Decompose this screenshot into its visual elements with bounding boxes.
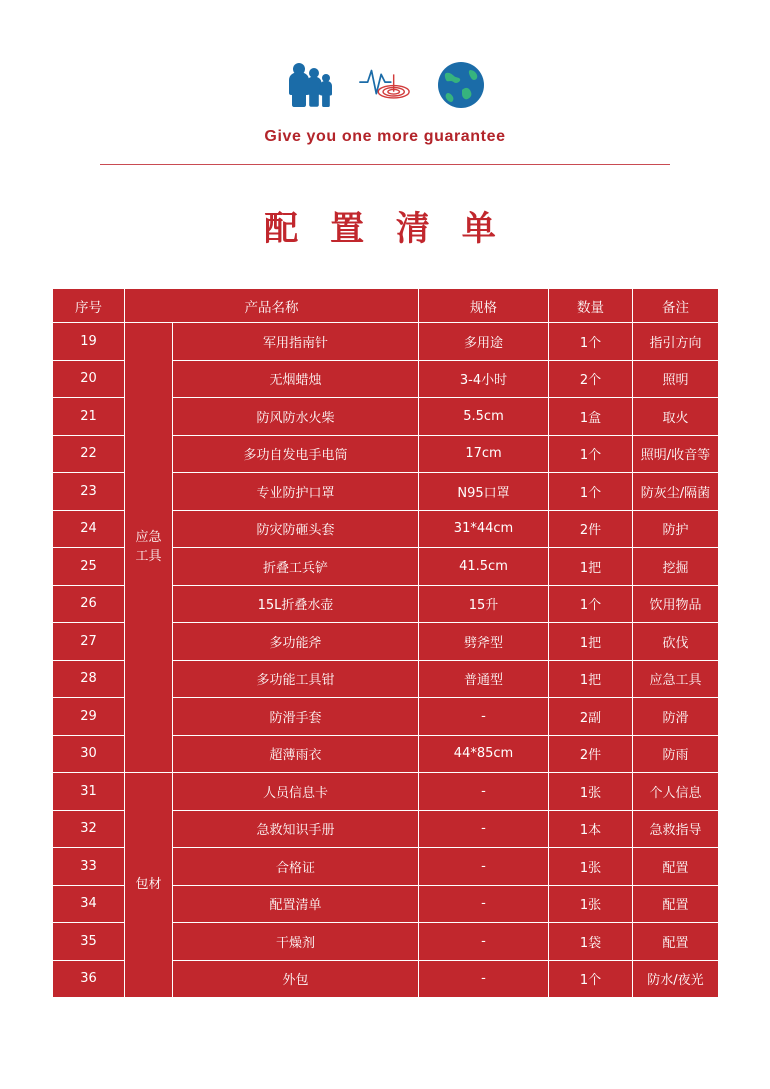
cell-note: 挖掘 <box>633 548 719 586</box>
group-label-line2: 工具 <box>135 548 162 564</box>
cell-no: 33 <box>53 848 125 886</box>
cell-note: 应急工具 <box>633 660 719 698</box>
cell-no: 19 <box>53 323 125 361</box>
header-name: 产品名称 <box>125 289 419 323</box>
family-people-icon <box>282 58 336 112</box>
cell-name: 人员信息卡 <box>173 773 419 811</box>
cell-no: 23 <box>53 473 125 511</box>
cell-qty: 1个 <box>549 435 633 473</box>
cell-no: 20 <box>53 360 125 398</box>
cell-qty: 2件 <box>549 735 633 773</box>
cell-qty: 1张 <box>549 885 633 923</box>
cell-spec: - <box>419 848 549 886</box>
cell-note: 配置 <box>633 885 719 923</box>
cell-no: 30 <box>53 735 125 773</box>
cell-spec: - <box>419 810 549 848</box>
cell-qty: 1个 <box>549 473 633 511</box>
cell-spec: 多用途 <box>419 323 549 361</box>
cell-name: 多功自发电手电筒 <box>173 435 419 473</box>
cell-name: 干燥剂 <box>173 923 419 961</box>
cell-name: 军用指南针 <box>173 323 419 361</box>
cell-no: 22 <box>53 435 125 473</box>
cell-no: 32 <box>53 810 125 848</box>
cell-name: 多功能斧 <box>173 623 419 661</box>
cell-qty: 2件 <box>549 510 633 548</box>
cell-qty: 1张 <box>549 848 633 886</box>
cell-note: 砍伐 <box>633 623 719 661</box>
header-no: 序号 <box>53 289 125 323</box>
group-label-line1: 应急 <box>135 529 162 545</box>
cell-spec: 31*44cm <box>419 510 549 548</box>
cell-note: 防滑 <box>633 698 719 736</box>
cell-note: 防雨 <box>633 735 719 773</box>
configuration-table <box>52 288 719 998</box>
cell-spec: 44*85cm <box>419 735 549 773</box>
cell-spec: 5.5cm <box>419 398 549 436</box>
cell-name: 急救知识手册 <box>173 810 419 848</box>
cell-name: 配置清单 <box>173 885 419 923</box>
cell-note: 防灰尘/隔菌 <box>633 473 719 511</box>
cell-name: 无烟蜡烛 <box>173 360 419 398</box>
cell-note: 照明/收音等 <box>633 435 719 473</box>
cell-note: 配置 <box>633 848 719 886</box>
header-divider <box>100 164 670 165</box>
cell-qty: 1盒 <box>549 398 633 436</box>
cell-note: 个人信息 <box>633 773 719 811</box>
cell-note: 照明 <box>633 360 719 398</box>
cell-no: 34 <box>53 885 125 923</box>
cell-no: 25 <box>53 548 125 586</box>
cell-no: 35 <box>53 923 125 961</box>
cell-name: 防灾防砸头套 <box>173 510 419 548</box>
cell-spec: 15升 <box>419 585 549 623</box>
cell-qty: 2副 <box>549 698 633 736</box>
group-label-packaging: 包材 <box>125 773 173 998</box>
cell-spec: 3-4小时 <box>419 360 549 398</box>
cell-name: 折叠工兵铲 <box>173 548 419 586</box>
cell-no: 31 <box>53 773 125 811</box>
cell-note: 防护 <box>633 510 719 548</box>
cell-note: 防水/夜光 <box>633 960 719 998</box>
cell-name: 防滑手套 <box>173 698 419 736</box>
cell-note: 急救指导 <box>633 810 719 848</box>
cell-no: 29 <box>53 698 125 736</box>
table-row <box>53 773 719 811</box>
cell-spec: 劈斧型 <box>419 623 549 661</box>
table-header-row <box>53 289 719 323</box>
header-qty: 数量 <box>549 289 633 323</box>
cell-note: 指引方向 <box>633 323 719 361</box>
header-icon-row <box>0 58 770 112</box>
cell-no: 27 <box>53 623 125 661</box>
cell-name: 防风防水火柴 <box>173 398 419 436</box>
header-note: 备注 <box>633 289 719 323</box>
globe-icon <box>434 58 488 112</box>
cell-note: 配置 <box>633 923 719 961</box>
page-title: 配 置 清 单 <box>264 209 506 249</box>
page-header <box>0 0 770 165</box>
cell-name: 多功能工具钳 <box>173 660 419 698</box>
cell-no: 24 <box>53 510 125 548</box>
cell-no: 21 <box>53 398 125 436</box>
cell-qty: 1张 <box>549 773 633 811</box>
cell-spec: - <box>419 773 549 811</box>
cell-qty: 1个 <box>549 323 633 361</box>
cell-spec: 普通型 <box>419 660 549 698</box>
cell-qty: 2个 <box>549 360 633 398</box>
header-spec: 规格 <box>419 289 549 323</box>
cell-note: 取火 <box>633 398 719 436</box>
cell-qty: 1把 <box>549 548 633 586</box>
cell-name: 合格证 <box>173 848 419 886</box>
cell-spec: 17cm <box>419 435 549 473</box>
cell-no: 28 <box>53 660 125 698</box>
cell-qty: 1袋 <box>549 923 633 961</box>
cell-qty: 1把 <box>549 623 633 661</box>
cell-qty: 1个 <box>549 960 633 998</box>
table-row <box>53 323 719 361</box>
cell-qty: 1本 <box>549 810 633 848</box>
cell-spec: N95口罩 <box>419 473 549 511</box>
cell-no: 36 <box>53 960 125 998</box>
tagline: Give you one more guarantee <box>264 128 506 145</box>
configuration-table-wrap <box>52 288 718 998</box>
cell-no: 26 <box>53 585 125 623</box>
cell-name: 专业防护口罩 <box>173 473 419 511</box>
cell-qty: 1个 <box>549 585 633 623</box>
cell-spec: 41.5cm <box>419 548 549 586</box>
cell-spec: - <box>419 698 549 736</box>
cell-name: 15L折叠水壶 <box>173 585 419 623</box>
group-label-emergency-tools <box>125 323 173 773</box>
cell-spec: - <box>419 885 549 923</box>
cell-spec: - <box>419 923 549 961</box>
cell-note: 饮用物品 <box>633 585 719 623</box>
cell-name: 外包 <box>173 960 419 998</box>
cell-qty: 1把 <box>549 660 633 698</box>
cell-name: 超薄雨衣 <box>173 735 419 773</box>
seismic-wave-icon <box>358 58 412 112</box>
cell-spec: - <box>419 960 549 998</box>
